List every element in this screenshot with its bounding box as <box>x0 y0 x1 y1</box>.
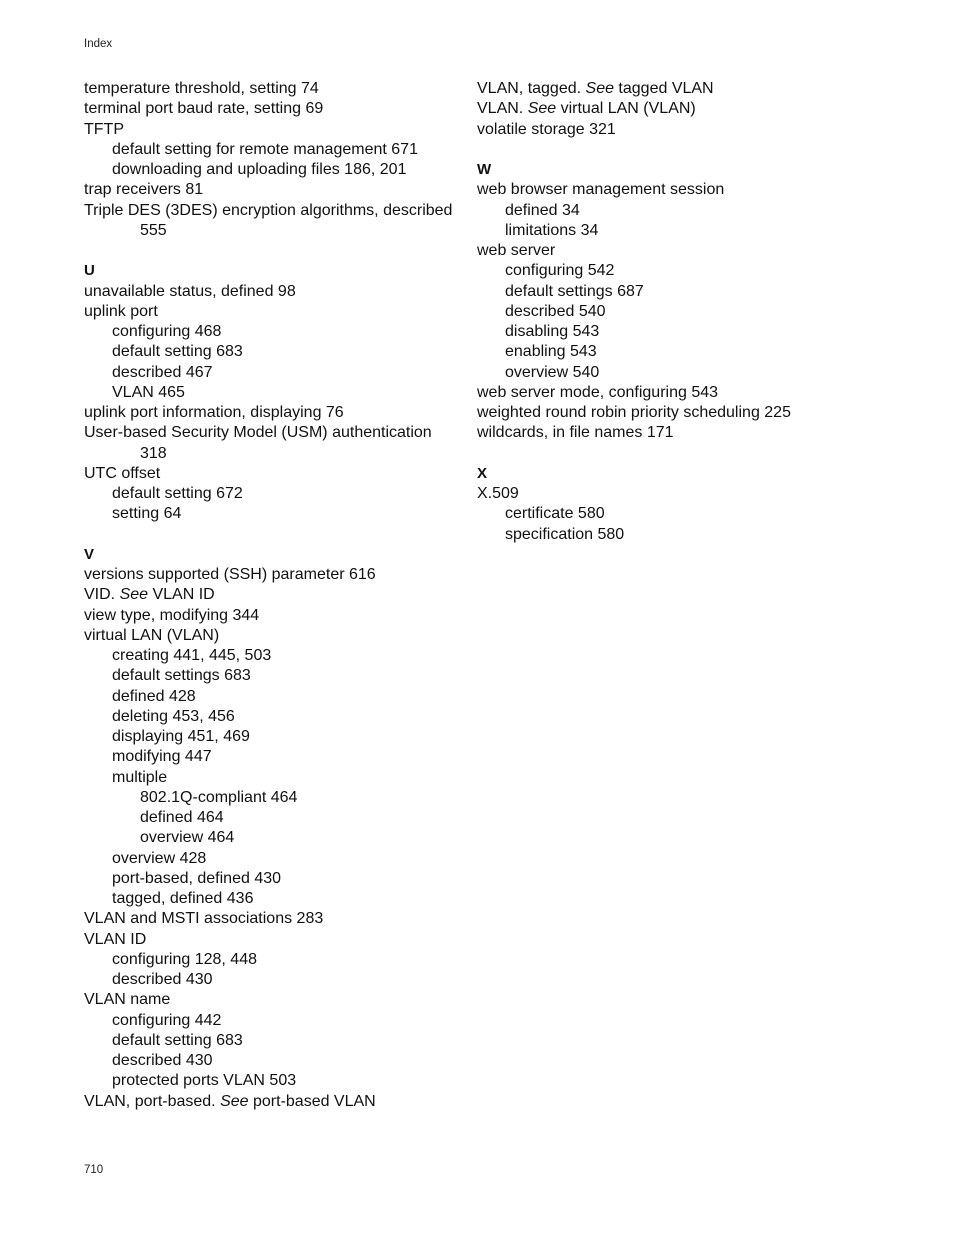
index-entry: VLAN and MSTI associations 283 <box>84 910 324 928</box>
index-entry: volatile storage 321 <box>477 120 616 138</box>
index-subentry: VLAN 465 <box>112 383 185 401</box>
index-subentry: multiple <box>112 768 168 786</box>
index-subentry: tagged, defined 436 <box>112 890 254 907</box>
index-entry-cross-reference <box>84 1092 484 1112</box>
index-entry: temperature threshold, setting 74 <box>84 80 319 97</box>
section-spacer <box>477 140 897 160</box>
index-subentry: defined 428 <box>112 687 196 705</box>
index-subentry: configuring 542 <box>505 262 615 280</box>
index-entry: User-based Security Model (USM) authentication <box>84 424 432 442</box>
index-entry: web server <box>477 242 556 259</box>
index-entry: wildcards, in file names 171 <box>477 424 674 442</box>
index-entry: view type, modifying 344 <box>84 606 260 624</box>
index-column-right <box>477 79 897 545</box>
cross-ref-subject: VID. <box>84 586 120 604</box>
index-subentry: protected ports VLAN 503 <box>112 1072 297 1090</box>
index-subentry: default settings 683 <box>112 667 251 685</box>
index-entry: uplink port <box>84 302 158 320</box>
cross-ref-target: VLAN ID <box>148 586 215 604</box>
see-label: See <box>220 1092 249 1110</box>
see-label: See <box>119 586 149 604</box>
index-entry: unavailable status, defined 98 <box>84 282 296 300</box>
index-entry: web server mode, configuring 543 <box>477 383 719 401</box>
see-label: See <box>585 80 614 97</box>
index-subentry: default setting 672 <box>112 485 243 502</box>
index-entry: X.509 <box>477 485 519 502</box>
index-subentry: deleting 453, 456 <box>112 707 235 725</box>
index-subentry: overview 540 <box>505 363 600 381</box>
index-subentry: setting 64 <box>112 505 182 523</box>
index-entry: web browser management session <box>477 181 725 199</box>
index-entry: VLAN ID <box>84 930 147 948</box>
index-subentry: default setting for remote management 671 <box>112 140 418 158</box>
index-entry: UTC offset <box>84 464 161 482</box>
index-subentry: creating 441, 445, 503 <box>112 647 272 664</box>
index-letter-heading: X <box>477 464 488 482</box>
running-head: Index <box>84 38 113 50</box>
section-spacer <box>84 525 484 545</box>
cross-ref-subject: VLAN, port-based. <box>84 1092 221 1110</box>
index-letter-heading: W <box>477 161 492 178</box>
cross-ref-target: tagged VLAN <box>613 80 714 97</box>
index-subentry: described 430 <box>112 1052 213 1069</box>
index-subentry: specification 580 <box>505 525 625 543</box>
cross-ref-subject: VLAN, tagged. <box>477 80 586 97</box>
section-spacer <box>477 444 897 464</box>
index-entry: terminal port baud rate, setting 69 <box>84 100 324 118</box>
index-subentry: overview 428 <box>112 849 207 867</box>
index-subentry: disabling 543 <box>505 323 600 340</box>
index-subentry: port-based, defined 430 <box>112 869 282 887</box>
index-subentry: default setting 683 <box>112 1031 243 1049</box>
index-subentry: limitations 34 <box>505 221 599 239</box>
section-spacer <box>84 241 484 261</box>
cross-ref-target: virtual LAN (VLAN) <box>556 100 696 118</box>
index-subentry: default setting 683 <box>112 343 243 361</box>
index-entry-cross-reference <box>477 79 897 99</box>
index-subentry: 555 <box>140 221 167 239</box>
cross-ref-target: port-based VLAN <box>248 1092 376 1110</box>
index-subentry: configuring 128, 448 <box>112 950 257 968</box>
index-subentry: configuring 442 <box>112 1011 222 1029</box>
index-entry: virtual LAN (VLAN) <box>84 626 220 644</box>
index-subentry: modifying 447 <box>112 748 212 766</box>
index-subentry: defined 34 <box>505 201 580 219</box>
index-subentry: enabling 543 <box>505 343 597 361</box>
index-subentry: 802.1Q-compliant 464 <box>140 788 298 806</box>
index-subentry: defined 464 <box>140 809 224 826</box>
index-entry: trap receivers 81 <box>84 181 204 199</box>
index-subentry: overview 464 <box>140 829 235 847</box>
index-subentry: downloading and uploading files 186, 201 <box>112 161 407 178</box>
index-entry: TFTP <box>84 120 124 138</box>
index-subentry: described 467 <box>112 363 213 381</box>
index-entry: uplink port information, displaying 76 <box>84 404 344 421</box>
index-entry-cross-reference <box>84 585 484 605</box>
index-subentry: default settings 687 <box>505 282 644 300</box>
index-entry: VLAN name <box>84 991 171 1009</box>
index-entry-cross-reference <box>477 99 897 119</box>
index-subentry: 318 <box>140 444 167 462</box>
index-subentry: described 540 <box>505 302 606 320</box>
cross-ref-subject: VLAN. <box>477 100 528 118</box>
index-subentry: displaying 451, 469 <box>112 728 250 745</box>
index-entry: weighted round robin priority scheduling 225 <box>477 404 791 421</box>
index-entry: versions supported (SSH) parameter 616 <box>84 566 376 583</box>
index-entry: Triple DES (3DES) encryption algorithms, described <box>84 201 453 219</box>
index-column-left <box>84 79 484 1112</box>
index-letter-heading: V <box>84 545 95 563</box>
see-label: See <box>527 100 557 118</box>
index-letter-heading: U <box>84 262 95 280</box>
page-number: 710 <box>84 1164 104 1176</box>
index-subentry: certificate 580 <box>505 505 605 523</box>
index-subentry: described 430 <box>112 971 213 988</box>
index-subentry: configuring 468 <box>112 323 222 340</box>
